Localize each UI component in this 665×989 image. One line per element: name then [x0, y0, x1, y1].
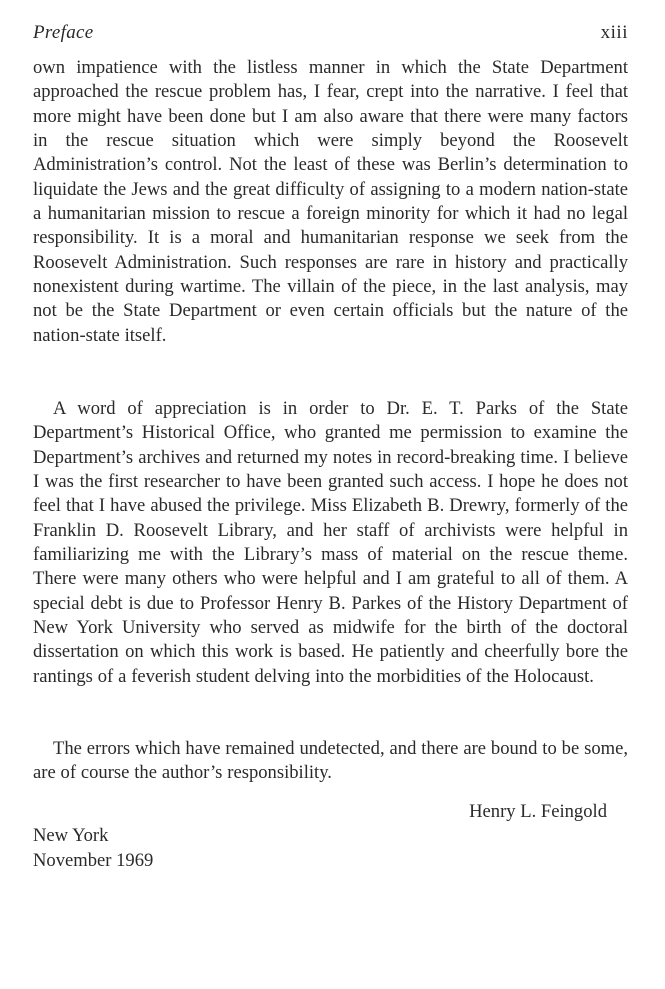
author-signature: Henry L. Feingold — [469, 801, 607, 822]
paragraph-text: A word of appreciation is in order to Dr. E. T. Parks of the State Department’s Historical Office, who granted me permission to examine the Department’s archives and returned my notes in record-breaking time. I believe I was the first researcher to have been granted such access. I hope he does not feel that I have abused the privilege. Miss Elizabeth B. Drewry, formerly of the Franklin D. Roosevelt Library, and her staff of archivists were helpful in familiarizing me with the Library’s mass of material on the rescue theme. There were many others who were helpful and I am grateful to all of them. A special debt is due to Professor Henry B. Parkes of the History Department of New York University who served as midwife for the birth of the doctoral dissertation on which this work is based. He patiently and cheerfully bore the rantings of a feverish student delving into the morbidities of the Holocaust. — [33, 398, 628, 687]
body-paragraph-1 — [33, 56, 628, 348]
paragraph-text: own impatience with the listless manner in which the State Department approached the rescue problem has, I fear, crept into the narrative. I feel that more might have been done but I am also aware that there were many factors in the rescue situation which were simply beyond the Roosevelt Administration’s control. Not the least of these was Berlin’s determination to liquidate the Jews and the great difficulty of assigning to a modern nation-state a humanitarian mission to rescue a foreign minority for which it had no legal responsibility. It is a moral and humanitarian response we seek from the Roosevelt Administration. Such responses are rare in history and practically nonexistent during wartime. The villain of the piece, in the last analysis, may not be the State Department or even certain officials but the nature of the nation-state itself. — [33, 57, 628, 346]
running-head — [33, 20, 628, 46]
place-and-date — [33, 824, 153, 873]
date-line: November 1969 — [33, 849, 154, 871]
place-line: New York — [33, 825, 109, 846]
paragraph-text: The errors which have remained undetected, and there are bound to be some, are of course the author’s responsibility. — [33, 738, 628, 784]
running-title: Preface — [33, 22, 94, 43]
page-number: xiii — [600, 22, 628, 43]
body-paragraph-2 — [33, 397, 628, 689]
body-paragraph-3 — [33, 737, 628, 786]
